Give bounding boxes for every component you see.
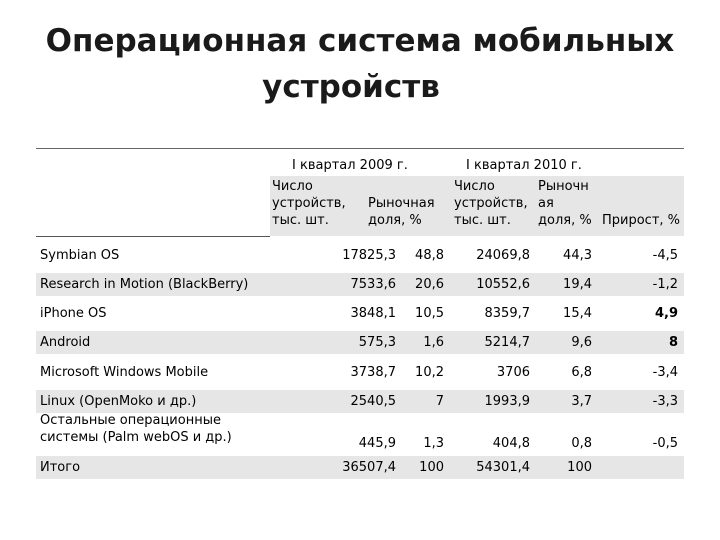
row-name: Итого — [40, 460, 81, 475]
header-share-2009: Рыночная доля, % — [368, 196, 435, 228]
devices-2009: 3848,1 — [350, 306, 396, 321]
header-rule — [36, 236, 270, 237]
row-name: Research in Motion (BlackBerry) — [40, 277, 249, 292]
header-share-2010: Рыночн ая доля, % — [538, 179, 592, 228]
devices-2009: 17825,3 — [342, 248, 396, 263]
share-2009: 10,5 — [415, 306, 444, 321]
table-row — [36, 302, 684, 325]
share-2009: 1,3 — [423, 436, 444, 451]
devices-2010: 10552,6 — [476, 277, 530, 292]
row-name: Остальные операционные системы (Palm webOS и др.) — [40, 413, 232, 445]
share-2010: 100 — [567, 460, 592, 475]
table-row — [36, 390, 684, 413]
share-2010: 0,8 — [571, 436, 592, 451]
devices-2010: 24069,8 — [476, 248, 530, 263]
devices-2010: 3706 — [496, 365, 530, 380]
title-line-1: Операционная система мобильных — [45, 23, 675, 59]
title-line-2: устройств — [262, 69, 440, 105]
devices-2010: 54301,4 — [476, 460, 530, 475]
table-row — [36, 411, 684, 455]
row-name: Microsoft Windows Mobile — [40, 365, 209, 380]
devices-2009: 445,9 — [358, 436, 396, 451]
devices-2009: 7533,6 — [350, 277, 396, 292]
devices-2010: 8359,7 — [484, 306, 530, 321]
growth: 4,9 — [654, 306, 678, 321]
slide-title — [0, 18, 720, 110]
table-top-rule — [36, 148, 684, 149]
share-2010: 44,3 — [563, 248, 592, 263]
growth: -1,2 — [652, 277, 678, 292]
share-2009: 100 — [419, 460, 444, 475]
share-2009: 10,2 — [415, 365, 444, 380]
share-2009: 1,6 — [423, 335, 444, 350]
devices-2010: 5214,7 — [484, 335, 530, 350]
share-2010: 3,7 — [571, 394, 592, 409]
growth: -3,3 — [652, 394, 678, 409]
devices-2010: 404,8 — [492, 436, 530, 451]
row-name: iPhone OS — [40, 306, 107, 321]
table-row — [36, 361, 684, 384]
table-row — [36, 331, 684, 354]
devices-2009: 3738,7 — [350, 365, 396, 380]
share-2009: 20,6 — [415, 277, 444, 292]
growth: 8 — [668, 335, 678, 350]
devices-2009: 575,3 — [358, 335, 396, 350]
devices-2009: 36507,4 — [342, 460, 396, 475]
group-header-2010: I квартал 2010 г. — [466, 158, 582, 173]
growth: -4,5 — [652, 248, 678, 263]
row-name: Symbian OS — [40, 248, 120, 263]
share-2010: 15,4 — [563, 306, 592, 321]
growth: -3,4 — [652, 365, 678, 380]
growth: -0,5 — [652, 436, 678, 451]
row-name: Android — [40, 335, 91, 350]
row-name: Linux (OpenMoko и др.) — [40, 394, 197, 409]
devices-2010: 1993,9 — [484, 394, 530, 409]
header-devices-2010: Число устройств, тыс. шт. — [454, 179, 528, 228]
share-2009: 7 — [435, 394, 444, 409]
table-row — [36, 273, 684, 296]
table-row — [36, 244, 684, 267]
share-2009: 48,8 — [415, 248, 444, 263]
group-header-2009: I квартал 2009 г. — [292, 158, 408, 173]
share-2010: 9,6 — [571, 335, 592, 350]
share-2010: 6,8 — [571, 365, 592, 380]
header-growth: Прирост, % — [602, 213, 681, 228]
share-2010: 19,4 — [563, 277, 592, 292]
table-row-total — [36, 456, 684, 479]
header-devices-2009: Число устройств, тыс. шт. — [272, 179, 346, 228]
devices-2009: 2540,5 — [350, 394, 396, 409]
